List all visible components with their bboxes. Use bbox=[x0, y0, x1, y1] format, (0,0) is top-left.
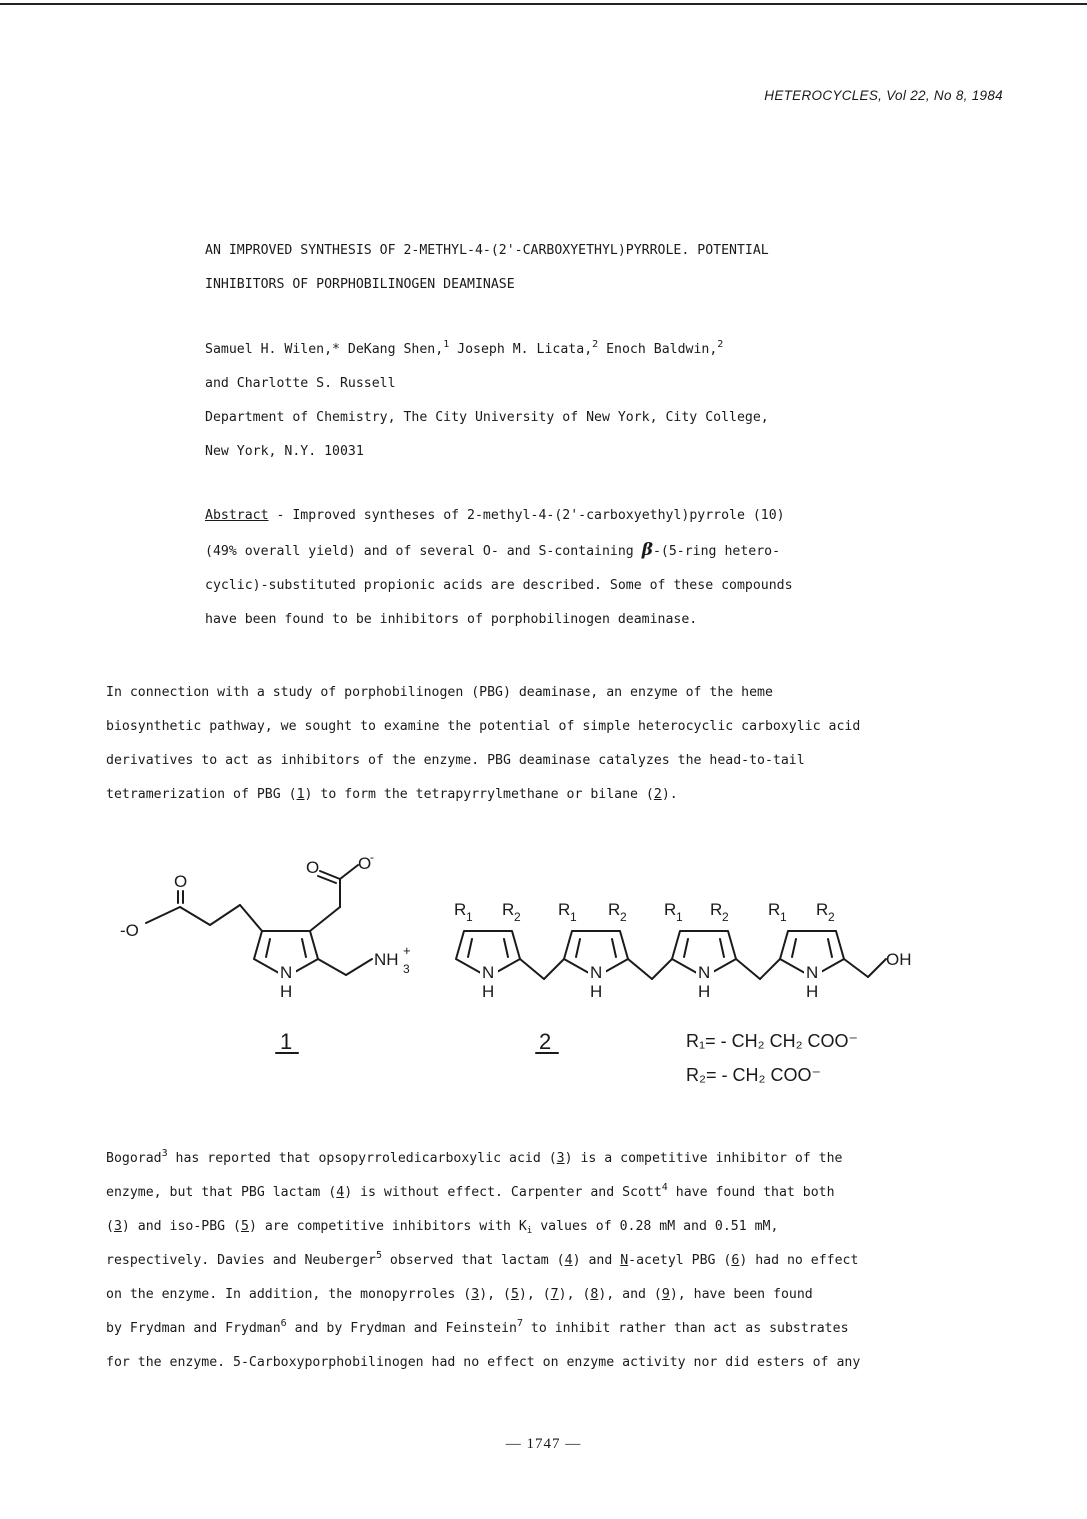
chemical-structures-figure bbox=[100, 835, 1000, 1100]
r1-definition: R₁= - CH₂ CH₂ COO⁻ bbox=[686, 1031, 859, 1051]
compound-label-1: 1 bbox=[280, 1029, 293, 1054]
title-line: INHIBITORS OF PORPHOBILINOGEN DEAMINASE bbox=[205, 277, 515, 292]
journal-header: HETEROCYCLES, Vol 22, No 8, 1984 bbox=[764, 88, 1003, 103]
svg-text:1: 1 bbox=[466, 910, 473, 924]
article-title bbox=[205, 234, 769, 302]
ring-n: N bbox=[280, 963, 293, 982]
affiliation: Department of Chemistry, The City University of New York, City College, bbox=[205, 410, 769, 425]
substituent-r1: R bbox=[558, 900, 571, 919]
body-text: observed that lactam ( bbox=[381, 1253, 565, 1268]
substituent-r1: R bbox=[454, 900, 467, 919]
svg-text:-: - bbox=[370, 850, 374, 864]
body-paragraph-1 bbox=[106, 676, 860, 812]
body-text: ) is a competitive inhibitor of the bbox=[564, 1151, 843, 1166]
footnote-mark: 2 bbox=[592, 339, 599, 350]
compound-ref: 8 bbox=[590, 1287, 599, 1302]
body-text: to inhibit rather than act as substrates bbox=[522, 1321, 849, 1336]
substituent-r2: R bbox=[816, 900, 829, 919]
compound-ref: 4 bbox=[564, 1253, 573, 1268]
ring-h: H bbox=[698, 982, 711, 1001]
svg-text:1: 1 bbox=[676, 910, 683, 924]
footnote-mark: 2 bbox=[717, 339, 724, 350]
body-text: ), ( bbox=[558, 1287, 591, 1302]
svg-text:2: 2 bbox=[722, 910, 729, 924]
body-line bbox=[106, 778, 860, 812]
compound-ref: 3 bbox=[556, 1151, 565, 1166]
svg-text:2: 2 bbox=[828, 910, 835, 924]
body-text: ), ( bbox=[479, 1287, 511, 1302]
carboxylate-o: O bbox=[358, 854, 372, 873]
ring-h: H bbox=[590, 982, 603, 1001]
abstract-line: cyclic)-substituted propionic acids are described. Some of these compounds bbox=[205, 578, 793, 593]
body-text: ), ( bbox=[518, 1287, 551, 1302]
abstract bbox=[205, 499, 793, 637]
footnote-mark: 3 bbox=[161, 1148, 168, 1159]
compound-ref: 3 bbox=[471, 1287, 480, 1302]
compound-ref: 3 bbox=[113, 1219, 122, 1234]
body-line bbox=[106, 1278, 860, 1312]
body-text: ) and bbox=[572, 1253, 621, 1268]
ring-n: N bbox=[698, 963, 711, 982]
body-text: enzyme, but that PBG lactam ( bbox=[106, 1185, 337, 1200]
body-line bbox=[106, 1244, 860, 1278]
carbonyl-o: O bbox=[306, 858, 320, 877]
body-text: by Frydman and Frydman bbox=[106, 1321, 281, 1336]
author-line bbox=[205, 333, 769, 367]
footnote-mark: 4 bbox=[661, 1182, 668, 1193]
r2-definition: R₂= - CH₂ COO⁻ bbox=[686, 1065, 821, 1085]
footnote-mark: 6 bbox=[280, 1318, 287, 1329]
substituent-r1: R bbox=[768, 900, 781, 919]
body-line bbox=[106, 1210, 860, 1244]
abstract-line bbox=[205, 499, 793, 533]
abstract-text: (49% overall yield) and of several O- and S-containing bbox=[205, 544, 642, 559]
body-text: ) to form the tetrapyrrylmethane or bilane ( bbox=[304, 787, 654, 802]
svg-text:2: 2 bbox=[514, 910, 521, 924]
hydroxyl: OH bbox=[886, 950, 912, 969]
footnote-mark: 5 bbox=[375, 1250, 382, 1261]
body-line bbox=[106, 1142, 860, 1176]
body-line bbox=[106, 1312, 860, 1346]
abstract-text: -(5-ring hetero- bbox=[652, 544, 781, 559]
body-text: ), have been found bbox=[669, 1287, 813, 1302]
body-text: and by Frydman and Feinstein bbox=[286, 1321, 517, 1336]
author-line: and Charlotte S. Russell bbox=[205, 376, 396, 391]
top-rule bbox=[0, 3, 1087, 5]
abstract-line bbox=[205, 533, 793, 569]
ring-h: H bbox=[482, 982, 495, 1001]
compound-ref: 7 bbox=[550, 1287, 559, 1302]
compound-ref: 2 bbox=[653, 787, 662, 802]
substituent-r1: R bbox=[664, 900, 677, 919]
body-text: has reported that opsopyrroledicarboxylic acid ( bbox=[167, 1151, 557, 1166]
footnote-mark: 7 bbox=[516, 1318, 523, 1329]
subscript: i bbox=[526, 1226, 533, 1236]
body-text: ) had no effect bbox=[739, 1253, 859, 1268]
body-text: on the enzyme. In addition, the monopyrroles ( bbox=[106, 1287, 472, 1302]
compound-ref: 1 bbox=[296, 787, 305, 802]
author-text: Enoch Baldwin, bbox=[598, 342, 718, 357]
svg-text:2: 2 bbox=[620, 910, 627, 924]
author-block bbox=[205, 333, 769, 469]
ring-h: H bbox=[806, 982, 819, 1001]
page-number: — 1747 — bbox=[505, 1436, 582, 1452]
body-text: have found that both bbox=[667, 1185, 835, 1200]
abstract-line: have been found to be inhibitors of porphobilinogen deaminase. bbox=[205, 612, 698, 627]
ring-h: H bbox=[280, 982, 293, 1001]
ammonium-nh: NH bbox=[374, 950, 399, 969]
svg-text:+: + bbox=[403, 943, 411, 958]
author-text: Samuel H. Wilen,* DeKang Shen, bbox=[205, 342, 444, 357]
body-line: for the enzyme. 5-Carboxyporphobilinogen had no effect on enzyme activity nor did esters of any bbox=[106, 1355, 861, 1370]
body-text: ), and ( bbox=[598, 1287, 662, 1302]
ammonium-sub: 3 bbox=[403, 962, 410, 976]
body-text: ) are competitive inhibitors with K bbox=[248, 1219, 527, 1234]
body-text: -acetyl PBG ( bbox=[628, 1253, 732, 1268]
compound-ref: 4 bbox=[336, 1185, 345, 1200]
substituent-r2: R bbox=[710, 900, 723, 919]
body-line: biosynthetic pathway, we sought to examine the potential of simple heterocyclic carboxylic acid bbox=[106, 719, 861, 734]
abstract-text: - Improved syntheses of 2-methyl-4-(2'-carboxyethyl)pyrrole (10) bbox=[268, 508, 785, 523]
ring-n: N bbox=[806, 963, 819, 982]
title-line: AN IMPROVED SYNTHESIS OF 2-METHYL-4-(2'-CARBOXYETHYL)PYRROLE. POTENTIAL bbox=[205, 243, 769, 258]
body-line bbox=[106, 1176, 860, 1210]
affiliation: New York, N.Y. 10031 bbox=[205, 444, 364, 459]
compound-ref: 6 bbox=[731, 1253, 740, 1268]
body-text: tetramerization of PBG ( bbox=[106, 787, 297, 802]
ring-n: N bbox=[482, 963, 495, 982]
footnote-mark: 1 bbox=[443, 339, 450, 350]
abstract-label: Abstract bbox=[205, 508, 269, 523]
body-text: respectively. Davies and Neuberger bbox=[106, 1253, 376, 1268]
body-line: derivatives to act as inhibitors of the enzyme. PBG deaminase catalyzes the head-to-tail bbox=[106, 753, 805, 768]
beta-symbol: β bbox=[641, 540, 653, 560]
body-text: ) is without effect. Carpenter and Scott bbox=[344, 1185, 662, 1200]
substituent-r2: R bbox=[608, 900, 621, 919]
body-line: In connection with a study of porphobilinogen (PBG) deaminase, an enzyme of the heme bbox=[106, 685, 773, 700]
carbonyl-o: O bbox=[174, 872, 188, 891]
body-text: Bogorad bbox=[106, 1151, 162, 1166]
body-paragraph-2 bbox=[106, 1142, 860, 1380]
body-text: ). bbox=[661, 787, 678, 802]
svg-text:1: 1 bbox=[780, 910, 787, 924]
compound-ref: 5 bbox=[510, 1287, 519, 1302]
compound-ref: 9 bbox=[661, 1287, 670, 1302]
carboxylate-o: -O bbox=[120, 921, 139, 940]
svg-text:1: 1 bbox=[570, 910, 577, 924]
body-text: ) and iso-PBG ( bbox=[121, 1219, 241, 1234]
substituent-r2: R bbox=[502, 900, 515, 919]
body-text: ( bbox=[106, 1219, 114, 1234]
compound-ref: 5 bbox=[241, 1219, 249, 1234]
compound-label-2: 2 bbox=[539, 1029, 552, 1054]
italic-n: N bbox=[620, 1253, 629, 1268]
ring-n: N bbox=[590, 963, 603, 982]
author-text: Joseph M. Licata, bbox=[449, 342, 593, 357]
body-text: values of 0.28 mM and 0.51 mM, bbox=[532, 1219, 779, 1234]
